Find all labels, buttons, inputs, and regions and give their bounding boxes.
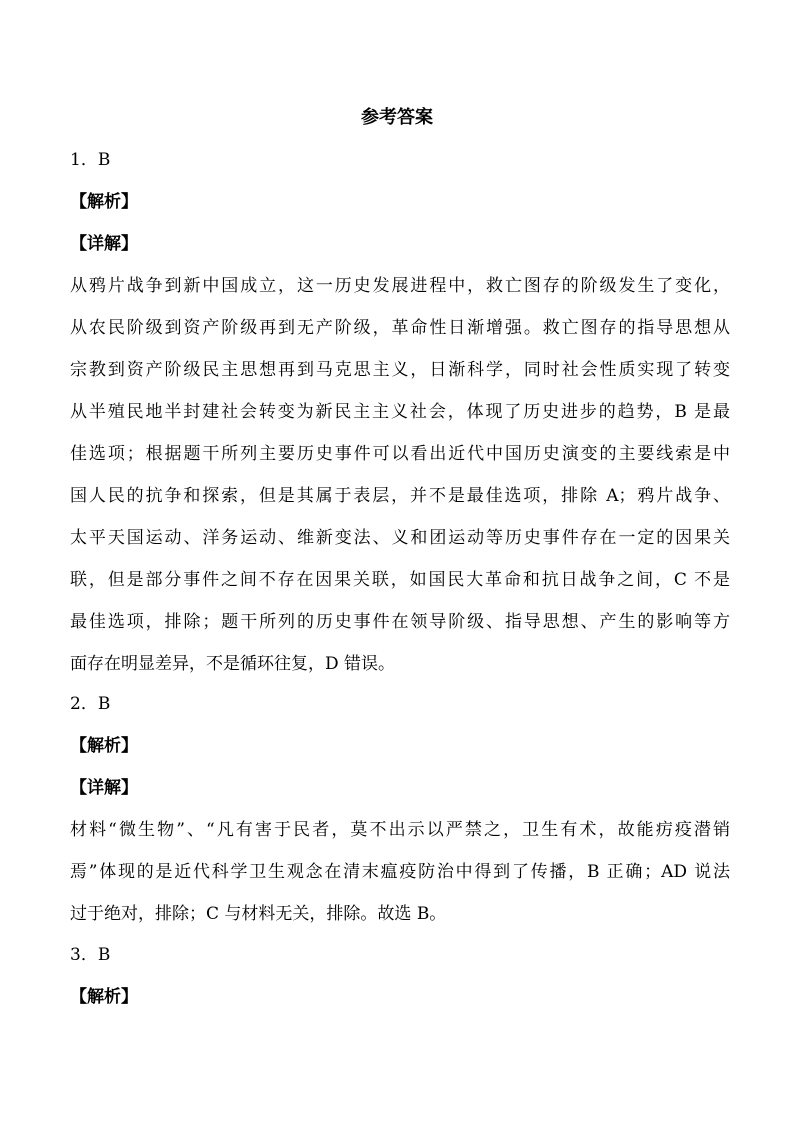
- q1-detail-line: 联，但是部分事件之间不存在因果关联，如国民大革命和抗日战争之间，C 不是: [70, 570, 730, 590]
- q1-analysis-heading: 【解析】: [70, 192, 138, 212]
- q2-detail-line: 焉”体现的是近代科学卫生观念在清末瘟疫防治中得到了传播，B 正确；AD 说法: [70, 862, 730, 882]
- q1-detail-line: 太平天国运动、洋务运动、维新变法、义和团运动等历史事件存在一定的因果关: [70, 528, 730, 548]
- q2-answer: 2．B: [70, 694, 111, 714]
- q1-detail-line: 从半殖民地半封建社会转变为新民主主义社会，体现了历史进步的趋势，B 是最: [70, 402, 730, 422]
- q2-detail-line: 材料“微生物”、“凡有害于民者，莫不出示以严禁之，卫生有术，故能疠疫潜销: [70, 820, 730, 840]
- q1-detail-heading: 【详解】: [70, 234, 138, 254]
- q2-detail-line: 过于绝对，排除；C 与材料无关，排除。故选 B。: [70, 904, 447, 924]
- q2-detail-heading: 【详解】: [70, 778, 138, 798]
- q1-detail-line: 宗教到资产阶级民主思想再到马克思主义，日渐科学，同时社会性质实现了转变: [70, 360, 730, 380]
- q2-analysis-heading: 【解析】: [70, 736, 138, 756]
- q1-answer: 1．B: [70, 150, 111, 170]
- q1-detail-line: 最佳选项，排除；题干所列的历史事件在领导阶级、指导思想、产生的影响等方: [70, 612, 730, 632]
- q1-detail-line: 从鸦片战争到新中国成立，这一历史发展进程中，救亡图存的阶级发生了变化，: [70, 276, 730, 296]
- q1-detail-line: 国人民的抗争和探索，但是其属于表层，并不是最佳选项，排除 A；鸦片战争、: [70, 486, 730, 506]
- q1-detail-line: 佳选项；根据题干所列主要历史事件可以看出近代中国历史演变的主要线索是中: [70, 444, 730, 464]
- q3-answer: 3．B: [70, 945, 111, 965]
- q1-detail-line: 面存在明显差异，不是循环往复，D 错误。: [70, 654, 396, 674]
- q3-analysis-heading: 【解析】: [70, 987, 138, 1007]
- q1-detail-line: 从农民阶级到资产阶级再到无产阶级，革命性日渐增强。救亡图存的指导思想从: [70, 318, 730, 338]
- page-title: 参考答案: [361, 107, 433, 128]
